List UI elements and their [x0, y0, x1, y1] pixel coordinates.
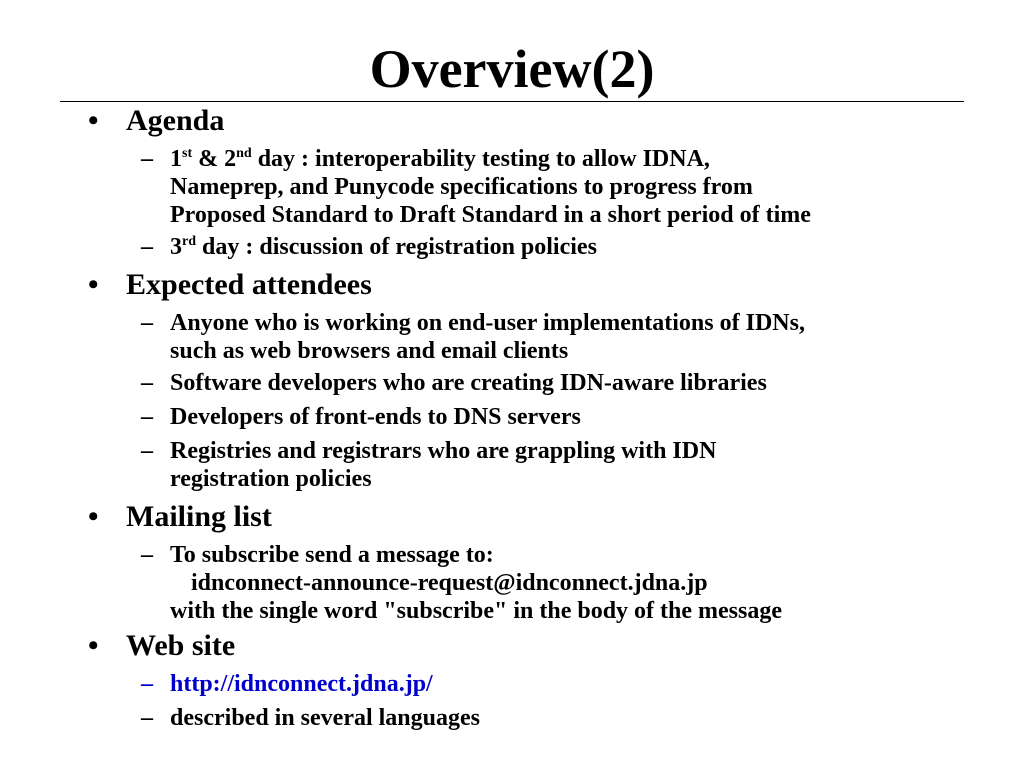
attendee-item-4-line-2: registration policies	[170, 466, 372, 492]
bullet-glyph: •	[88, 268, 99, 301]
agenda-item-1-line-3: Proposed Standard to Draft Standard in a short period of time	[170, 202, 811, 228]
slide-title: Overview(2)	[369, 39, 655, 99]
mailing-heading: Mailing list	[126, 500, 272, 533]
agenda-item-1-line-1: 1st & 2nd day : interoperability testing to allow IDNA,	[170, 146, 710, 172]
bullet-web-site	[88, 629, 235, 663]
mailing-line-3: with the single word "subscribe" in the body of the message	[170, 598, 782, 624]
dash-glyph: –	[141, 404, 153, 430]
dash-glyph: –	[141, 705, 153, 731]
attendee-item-3-line-1: Developers of front-ends to DNS servers	[170, 404, 581, 430]
website-link[interactable]: http://idnconnect.jdna.jp/	[170, 671, 433, 697]
dash-glyph: –	[141, 671, 153, 697]
dash-glyph: –	[141, 310, 153, 336]
dash-glyph: –	[141, 438, 153, 464]
agenda-item-1-line-2: Nameprep, and Punycode specifications to progress from	[170, 174, 753, 200]
attendees-heading: Expected attendees	[126, 268, 372, 301]
bullet-glyph: •	[88, 629, 99, 662]
agenda-item-2-line-1: 3rd day : discussion of registration policies	[170, 234, 597, 260]
website-note: described in several languages	[170, 705, 480, 731]
attendee-item-1-line-1: Anyone who is working on end-user implementations of IDNs,	[170, 310, 805, 336]
bullet-glyph: •	[88, 104, 99, 137]
attendee-item-4-line-1: Registries and registrars who are grappling with IDN	[170, 438, 717, 464]
agenda-heading: Agenda	[126, 104, 225, 137]
bullet-expected-attendees	[88, 268, 372, 302]
bullet-mailing-list	[88, 500, 272, 534]
mailing-address[interactable]: idnconnect-announce-request@idnconnect.jdna.jp	[191, 570, 708, 596]
bullet-glyph: •	[88, 500, 99, 533]
website-heading: Web site	[126, 629, 236, 662]
bullet-agenda	[88, 104, 224, 138]
attendee-item-1-line-2: such as web browsers and email clients	[170, 338, 569, 364]
mailing-line-1: To subscribe send a message to:	[170, 542, 494, 568]
attendee-item-2-line-1: Software developers who are creating IDN-aware libraries	[170, 370, 767, 396]
dash-glyph: –	[141, 234, 153, 260]
dash-glyph: –	[141, 542, 153, 568]
dash-glyph: –	[141, 146, 153, 172]
dash-glyph: –	[141, 370, 153, 396]
